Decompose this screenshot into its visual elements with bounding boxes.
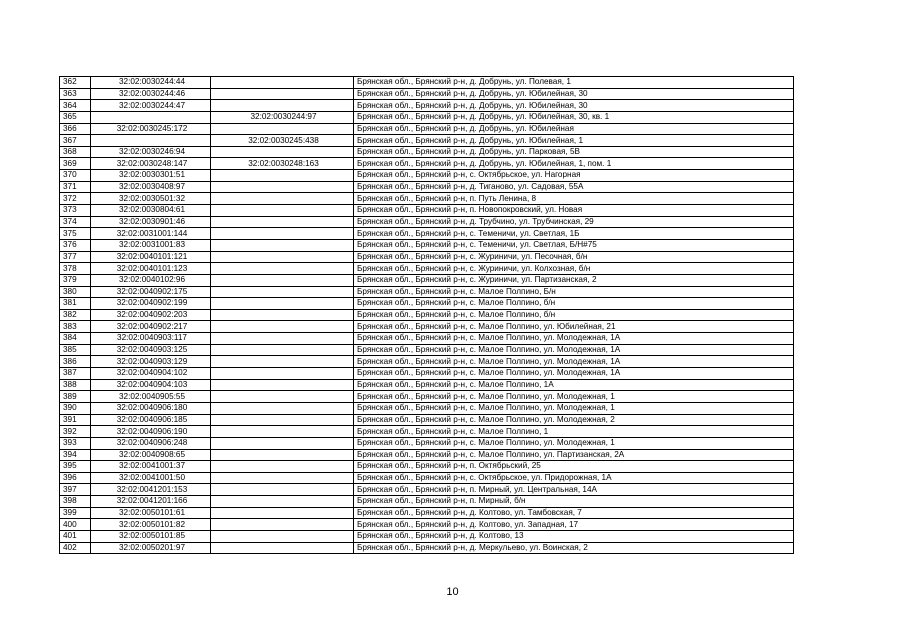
table-row xyxy=(60,158,794,170)
address-cell: Брянская обл., Брянский р-н, д. Добрунь, ул. Юбилейная xyxy=(354,123,794,135)
cadastral-number-cell: 32:02:0041201:166 xyxy=(91,496,211,508)
related-cadastral-number-cell xyxy=(211,77,354,89)
row-number-cell: 370 xyxy=(60,170,91,182)
related-cadastral-number-cell xyxy=(211,379,354,391)
row-number-cell: 364 xyxy=(60,100,91,112)
address-cell: Брянская обл., Брянский р-н, п. Путь Ленина, 8 xyxy=(354,193,794,205)
table-row xyxy=(60,146,794,158)
table-row xyxy=(60,368,794,380)
related-cadastral-number-cell xyxy=(211,356,354,368)
address-cell: Брянская обл., Брянский р-н, с. Журиничи, ул. Колхозная, б/н xyxy=(354,263,794,275)
related-cadastral-number-cell xyxy=(211,530,354,542)
address-cell: Брянская обл., Брянский р-н, с. Октябрьское, ул. Нагорная xyxy=(354,170,794,182)
row-number-cell: 392 xyxy=(60,426,91,438)
table-row xyxy=(60,391,794,403)
address-cell: Брянская обл., Брянский р-н, п. Мирный, б/н xyxy=(354,496,794,508)
row-number-cell: 402 xyxy=(60,542,91,554)
address-cell: Брянская обл., Брянский р-н, д. Колтово, ул. Западная, 17 xyxy=(354,519,794,531)
row-number-cell: 374 xyxy=(60,216,91,228)
related-cadastral-number-cell xyxy=(211,391,354,403)
cadastral-number-cell: 32:02:0030301:51 xyxy=(91,170,211,182)
cadastral-number-cell: 32:02:0041001:37 xyxy=(91,461,211,473)
cadastral-number-cell xyxy=(91,135,211,147)
cadastral-number-cell: 32:02:0040908:65 xyxy=(91,449,211,461)
table-row xyxy=(60,414,794,426)
row-number-cell: 398 xyxy=(60,496,91,508)
table-row xyxy=(60,251,794,263)
cadastral-number-cell: 32:02:0040903:129 xyxy=(91,356,211,368)
table-row xyxy=(60,170,794,182)
row-number-cell: 388 xyxy=(60,379,91,391)
cadastral-number-cell: 32:02:0040101:121 xyxy=(91,251,211,263)
related-cadastral-number-cell xyxy=(211,437,354,449)
address-cell: Брянская обл., Брянский р-н, с. Малое Полпино, 1 xyxy=(354,426,794,438)
row-number-cell: 397 xyxy=(60,484,91,496)
row-number-cell: 382 xyxy=(60,309,91,321)
table-row xyxy=(60,437,794,449)
cadastral-number-cell: 32:02:0030804:61 xyxy=(91,205,211,217)
table-row xyxy=(60,402,794,414)
address-cell: Брянская обл., Брянский р-н, п. Октябрьский, 25 xyxy=(354,461,794,473)
table-row xyxy=(60,449,794,461)
table-row xyxy=(60,239,794,251)
table-row xyxy=(60,472,794,484)
address-cell: Брянская обл., Брянский р-н, д. Добрунь, ул. Парковая, 5В xyxy=(354,146,794,158)
row-number-cell: 379 xyxy=(60,274,91,286)
table-row xyxy=(60,344,794,356)
related-cadastral-number-cell xyxy=(211,461,354,473)
table-row xyxy=(60,286,794,298)
row-number-cell: 381 xyxy=(60,298,91,310)
related-cadastral-number-cell xyxy=(211,484,354,496)
table-row xyxy=(60,111,794,123)
address-cell: Брянская обл., Брянский р-н, д. Тиганово, ул. Садовая, 55А xyxy=(354,181,794,193)
related-cadastral-number-cell xyxy=(211,274,354,286)
table-row xyxy=(60,88,794,100)
table-row xyxy=(60,542,794,554)
row-number-cell: 380 xyxy=(60,286,91,298)
cadastral-number-cell: 32:02:0050201:97 xyxy=(91,542,211,554)
address-cell: Брянская обл., Брянский р-н, с. Теменичи, ул. Светлая, 1Б xyxy=(354,228,794,240)
row-number-cell: 387 xyxy=(60,368,91,380)
table-row xyxy=(60,77,794,89)
table-row xyxy=(60,356,794,368)
table-row xyxy=(60,484,794,496)
cadastral-number-cell: 32:02:0050101:61 xyxy=(91,507,211,519)
related-cadastral-number-cell xyxy=(211,216,354,228)
row-number-cell: 377 xyxy=(60,251,91,263)
table-row xyxy=(60,298,794,310)
address-cell: Брянская обл., Брянский р-н, д. Колтово, 13 xyxy=(354,530,794,542)
table-row xyxy=(60,135,794,147)
table-row xyxy=(60,507,794,519)
address-cell: Брянская обл., Брянский р-н, с. Малое Полпино, ул. Юбилейная, 21 xyxy=(354,321,794,333)
cadastral-number-cell: 32:02:0030245:172 xyxy=(91,123,211,135)
related-cadastral-number-cell xyxy=(211,321,354,333)
cadastral-number-cell: 32:02:0041001:50 xyxy=(91,472,211,484)
table-row xyxy=(60,309,794,321)
related-cadastral-number-cell xyxy=(211,449,354,461)
row-number-cell: 384 xyxy=(60,333,91,345)
cadastral-number-cell: 32:02:0040905:55 xyxy=(91,391,211,403)
table-row xyxy=(60,321,794,333)
table-row xyxy=(60,181,794,193)
related-cadastral-number-cell: 32:02:0030248:163 xyxy=(211,158,354,170)
address-cell: Брянская обл., Брянский р-н, с. Малое Полпино, б/н xyxy=(354,298,794,310)
related-cadastral-number-cell xyxy=(211,344,354,356)
address-cell: Брянская обл., Брянский р-н, д. Трубчино, ул. Трубчинская, 29 xyxy=(354,216,794,228)
address-cell: Брянская обл., Брянский р-н, с. Малое Полпино, Б/н xyxy=(354,286,794,298)
related-cadastral-number-cell xyxy=(211,507,354,519)
related-cadastral-number-cell xyxy=(211,414,354,426)
address-cell: Брянская обл., Брянский р-н, п. Новопокровский, ул. Новая xyxy=(354,205,794,217)
related-cadastral-number-cell xyxy=(211,368,354,380)
row-number-cell: 399 xyxy=(60,507,91,519)
table-row xyxy=(60,100,794,112)
cadastral-number-cell xyxy=(91,111,211,123)
table-row xyxy=(60,379,794,391)
related-cadastral-number-cell xyxy=(211,170,354,182)
cadastral-number-cell: 32:02:0040902:199 xyxy=(91,298,211,310)
cadastral-number-cell: 32:02:0040903:117 xyxy=(91,333,211,345)
row-number-cell: 378 xyxy=(60,263,91,275)
address-cell: Брянская обл., Брянский р-н, д. Добрунь, ул. Юбилейная, 1 xyxy=(354,135,794,147)
table-row xyxy=(60,205,794,217)
page-number: 10 xyxy=(446,586,459,598)
address-cell: Брянская обл., Брянский р-н, с. Октябрьское, ул. Придорожная, 1А xyxy=(354,472,794,484)
row-number-cell: 391 xyxy=(60,414,91,426)
related-cadastral-number-cell xyxy=(211,239,354,251)
cadastral-number-cell: 32:02:0040902:175 xyxy=(91,286,211,298)
related-cadastral-number-cell xyxy=(211,309,354,321)
table-row xyxy=(60,461,794,473)
related-cadastral-number-cell xyxy=(211,193,354,205)
cadastral-number-cell: 32:02:0030408:97 xyxy=(91,181,211,193)
row-number-cell: 363 xyxy=(60,88,91,100)
cadastral-number-cell: 32:02:0031001:83 xyxy=(91,239,211,251)
property-table-body xyxy=(60,77,794,554)
address-cell: Брянская обл., Брянский р-н, д. Добрунь, ул. Полевая, 1 xyxy=(354,77,794,89)
related-cadastral-number-cell xyxy=(211,123,354,135)
address-cell: Брянская обл., Брянский р-н, с. Малое Полпино, ул. Молодежная, 1 xyxy=(354,402,794,414)
address-cell: Брянская обл., Брянский р-н, с. Малое Полпино, 1А xyxy=(354,379,794,391)
address-cell: Брянская обл., Брянский р-н, д. Добрунь, ул. Юбилейная, 1, пом. 1 xyxy=(354,158,794,170)
address-cell: Брянская обл., Брянский р-н, с. Малое Полпино, ул. Молодежная, 1А xyxy=(354,368,794,380)
row-number-cell: 366 xyxy=(60,123,91,135)
cadastral-number-cell: 32:02:0030248:147 xyxy=(91,158,211,170)
cadastral-number-cell: 32:02:0040904:103 xyxy=(91,379,211,391)
row-number-cell: 386 xyxy=(60,356,91,368)
row-number-cell: 367 xyxy=(60,135,91,147)
address-cell: Брянская обл., Брянский р-н, д. Колтово, ул. Тамбовская, 7 xyxy=(354,507,794,519)
related-cadastral-number-cell xyxy=(211,542,354,554)
address-cell: Брянская обл., Брянский р-н, д. Меркульево, ул. Воинская, 2 xyxy=(354,542,794,554)
table-row xyxy=(60,216,794,228)
cadastral-number-cell: 32:02:0030244:46 xyxy=(91,88,211,100)
row-number-cell: 373 xyxy=(60,205,91,217)
row-number-cell: 371 xyxy=(60,181,91,193)
row-number-cell: 396 xyxy=(60,472,91,484)
table-row xyxy=(60,519,794,531)
cadastral-number-cell: 32:02:0040904:102 xyxy=(91,368,211,380)
cadastral-number-cell: 32:02:0030244:44 xyxy=(91,77,211,89)
cadastral-number-cell: 32:02:0040902:217 xyxy=(91,321,211,333)
related-cadastral-number-cell xyxy=(211,88,354,100)
cadastral-number-cell: 32:02:0040906:248 xyxy=(91,437,211,449)
related-cadastral-number-cell xyxy=(211,519,354,531)
row-number-cell: 390 xyxy=(60,402,91,414)
address-cell: Брянская обл., Брянский р-н, д. Добрунь, ул. Юбилейная, 30, кв. 1 xyxy=(354,111,794,123)
cadastral-number-cell: 32:02:0040101:123 xyxy=(91,263,211,275)
property-table xyxy=(59,76,794,554)
table-row xyxy=(60,426,794,438)
row-number-cell: 393 xyxy=(60,437,91,449)
row-number-cell: 395 xyxy=(60,461,91,473)
row-number-cell: 362 xyxy=(60,77,91,89)
related-cadastral-number-cell xyxy=(211,402,354,414)
cadastral-number-cell: 32:02:0040906:180 xyxy=(91,402,211,414)
table-row xyxy=(60,496,794,508)
cadastral-number-cell: 32:02:0050101:85 xyxy=(91,530,211,542)
related-cadastral-number-cell xyxy=(211,228,354,240)
address-cell: Брянская обл., Брянский р-н, с. Малое Полпино, ул. Молодежная, 2 xyxy=(354,414,794,426)
related-cadastral-number-cell xyxy=(211,263,354,275)
related-cadastral-number-cell xyxy=(211,298,354,310)
row-number-cell: 383 xyxy=(60,321,91,333)
cadastral-number-cell: 32:02:0040906:185 xyxy=(91,414,211,426)
related-cadastral-number-cell: 32:02:0030245:438 xyxy=(211,135,354,147)
address-cell: Брянская обл., Брянский р-н, п. Мирный, ул. Центральная, 14А xyxy=(354,484,794,496)
row-number-cell: 365 xyxy=(60,111,91,123)
address-cell: Брянская обл., Брянский р-н, с. Малое Полпино, ул. Молодежная, 1А xyxy=(354,356,794,368)
table-row xyxy=(60,333,794,345)
row-number-cell: 376 xyxy=(60,239,91,251)
address-cell: Брянская обл., Брянский р-н, с. Малое Полпино, ул. Молодежная, 1А xyxy=(354,333,794,345)
cadastral-number-cell: 32:02:0040906:190 xyxy=(91,426,211,438)
row-number-cell: 394 xyxy=(60,449,91,461)
table-row xyxy=(60,263,794,275)
table-row xyxy=(60,193,794,205)
related-cadastral-number-cell xyxy=(211,496,354,508)
related-cadastral-number-cell xyxy=(211,333,354,345)
cadastral-number-cell: 32:02:0040903:125 xyxy=(91,344,211,356)
address-cell: Брянская обл., Брянский р-н, д. Добрунь, ул. Юбилейная, 30 xyxy=(354,100,794,112)
related-cadastral-number-cell xyxy=(211,146,354,158)
address-cell: Брянская обл., Брянский р-н, с. Журиничи, ул. Песочная, б/н xyxy=(354,251,794,263)
row-number-cell: 389 xyxy=(60,391,91,403)
address-cell: Брянская обл., Брянский р-н, с. Малое Полпино, ул. Молодежная, 1 xyxy=(354,437,794,449)
row-number-cell: 368 xyxy=(60,146,91,158)
related-cadastral-number-cell xyxy=(211,181,354,193)
cadastral-number-cell: 32:02:0040902:203 xyxy=(91,309,211,321)
row-number-cell: 375 xyxy=(60,228,91,240)
address-cell: Брянская обл., Брянский р-н, с. Малое Полпино, ул. Молодежная, 1 xyxy=(354,391,794,403)
cadastral-number-cell: 32:02:0031001:144 xyxy=(91,228,211,240)
cadastral-number-cell: 32:02:0030246:94 xyxy=(91,146,211,158)
related-cadastral-number-cell xyxy=(211,426,354,438)
related-cadastral-number-cell xyxy=(211,286,354,298)
table-row xyxy=(60,530,794,542)
table-row xyxy=(60,274,794,286)
row-number-cell: 372 xyxy=(60,193,91,205)
related-cadastral-number-cell xyxy=(211,100,354,112)
address-cell: Брянская обл., Брянский р-н, с. Малое Полпино, ул. Молодежная, 1А xyxy=(354,344,794,356)
cadastral-number-cell: 32:02:0030901:46 xyxy=(91,216,211,228)
cadastral-number-cell: 32:02:0040102:96 xyxy=(91,274,211,286)
address-cell: Брянская обл., Брянский р-н, с. Малое Полпино, ул. Партизанская, 2А xyxy=(354,449,794,461)
address-cell: Брянская обл., Брянский р-н, с. Малое Полпино, б/н xyxy=(354,309,794,321)
address-cell: Брянская обл., Брянский р-н, с. Теменичи, ул. Светлая, Б/Н#75 xyxy=(354,239,794,251)
related-cadastral-number-cell xyxy=(211,251,354,263)
cadastral-number-cell: 32:02:0030244:47 xyxy=(91,100,211,112)
row-number-cell: 400 xyxy=(60,519,91,531)
related-cadastral-number-cell xyxy=(211,205,354,217)
address-cell: Брянская обл., Брянский р-н, с. Журиничи, ул. Партизанская, 2 xyxy=(354,274,794,286)
row-number-cell: 369 xyxy=(60,158,91,170)
cadastral-number-cell: 32:02:0030501:32 xyxy=(91,193,211,205)
row-number-cell: 385 xyxy=(60,344,91,356)
related-cadastral-number-cell: 32:02:0030244:97 xyxy=(211,111,354,123)
table-row xyxy=(60,228,794,240)
related-cadastral-number-cell xyxy=(211,472,354,484)
cadastral-number-cell: 32:02:0041201:153 xyxy=(91,484,211,496)
address-cell: Брянская обл., Брянский р-н, д. Добрунь, ул. Юбилейная, 30 xyxy=(354,88,794,100)
cadastral-number-cell: 32:02:0050101:82 xyxy=(91,519,211,531)
table-row xyxy=(60,123,794,135)
row-number-cell: 401 xyxy=(60,530,91,542)
